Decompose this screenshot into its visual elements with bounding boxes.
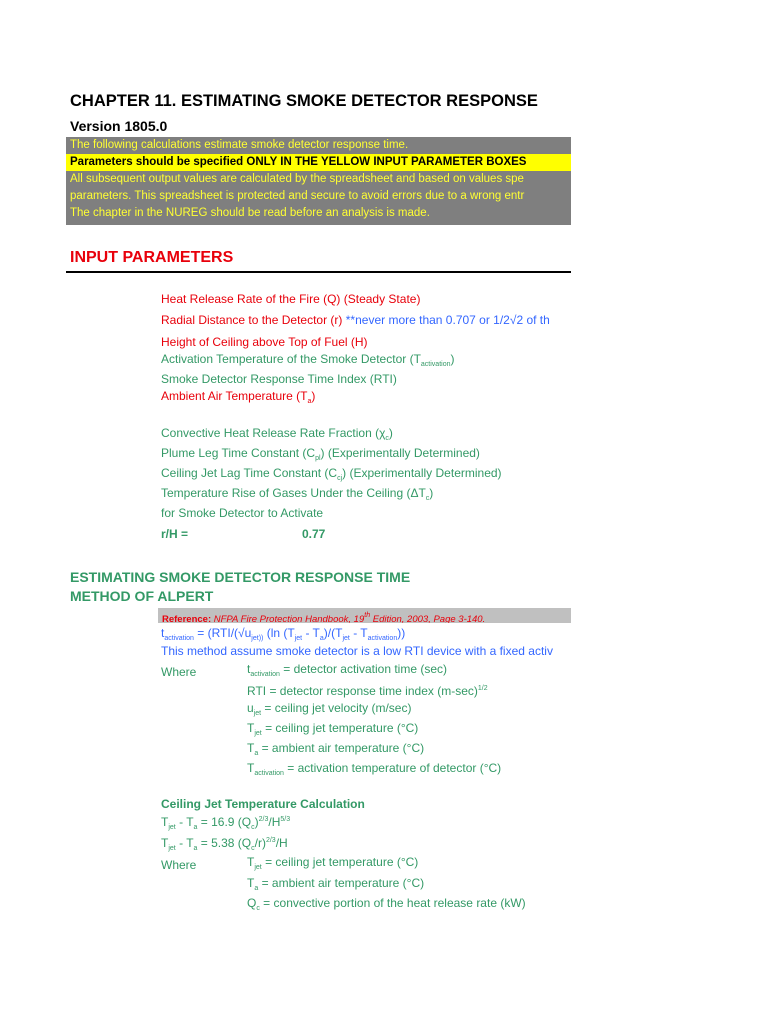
banner-line-5: The chapter in the NUREG should be read before an analysis is made. (66, 205, 571, 225)
banner-line-4: parameters. This spreadsheet is protected and secure to avoid errors due to a wrong entr (66, 188, 571, 205)
def-activation-time: $t_{activation}$ = detector activation time (sec) (247, 662, 447, 678)
input-parameters-heading: INPUT PARAMETERS (70, 249, 234, 266)
def-ujet: $u_{jet}$ = ceiling jet velocity (m/sec) (247, 701, 412, 717)
def-rti: RTI = detector response time index $(m-\sec)^{1/2}$ (247, 684, 488, 698)
def2-tjet: $T_{jet}$ = ceiling jet temperature (°C) (247, 855, 419, 871)
where-label: Where (161, 665, 197, 679)
radial-distance-row (161, 313, 573, 327)
ambient-temp-label: Ambient Air Temperature $(T_a)$ (161, 389, 316, 405)
rh-label: r/H = (161, 527, 189, 541)
radial-distance-note: **never more than 0.707 or 1/2√2 of th (345, 313, 550, 327)
radial-distance-label: Radial Distance to the Detector (r) (161, 313, 346, 327)
plume-leg-label: Plume Leg Time Constant $(C_{pl})$ (Experimentally Determined) (161, 446, 480, 462)
alpert-formula: $t_{activation} = (RTI/(√u_{jet))}$ (ln $(T_{jet} - T_a)/(T_{jet} - T_{activation})$) (161, 626, 406, 642)
temp-rise-label-line2: for Smoke Detector to Activate (161, 506, 324, 520)
ceiling-jet-heading: Ceiling Jet Temperature Calculation (161, 797, 365, 811)
def2-ta: $T_a$ = ambient air temperature (°C) (247, 876, 425, 892)
banner-line-2: Parameters should be specified ONLY IN THE YELLOW INPUT PARAMETER BOXES (66, 154, 571, 171)
banner-line-3: All subsequent output values are calculated by the spreadsheet and based on values spe (66, 171, 571, 188)
def2-qc: $Q_c$ = convective portion of the heat release rate (kW) (247, 896, 526, 912)
ceiling-jet-lag-label: Ceiling Jet Lag Time Constant $(C_{cj})$ (Experimentally Determined) (161, 466, 502, 482)
method-heading: ESTIMATING SMOKE DETECTOR RESPONSE TIME (70, 569, 411, 585)
ceiling-height-label: Height of Ceiling above Top of Fuel (H) (161, 335, 368, 349)
reference-bar: Reference: NFPA Fire Protection Handbook, 19th Edition, 2003, Page 3-140. (158, 608, 571, 623)
rh-value: 0.77 (302, 527, 326, 541)
def-ta: $T_a$ = ambient air temperature (°C) (247, 741, 425, 757)
where-label-2: Where (161, 858, 197, 872)
def-tjet: $T_{jet}$ = ceiling jet temperature (°C) (247, 721, 419, 737)
hrr-label: Heat Release Rate of the Fire (Q) (Steady State) (161, 292, 421, 306)
def-tactivation: $T_{activation}$ = activation temperature of detector (°C) (247, 761, 502, 777)
assumption-text: This method assume smoke detector is a low RTI device with a fixed activ (161, 644, 553, 658)
section-divider (66, 271, 571, 273)
chapter-title: CHAPTER 11. ESTIMATING SMOKE DETECTOR RESPONSE (70, 92, 538, 110)
activation-temp-label: Activation Temperature of the Smoke Detector $(T_{activation})$ (161, 352, 455, 368)
method-subheading: METHOD OF ALPERT (70, 588, 214, 604)
ceiling-jet-eq-1: $T_{jet} - T_a = 16.9$ $(Q_c)^{2/3}/H^{5/3}$ (161, 815, 291, 831)
temp-rise-label: Temperature Rise of Gases Under the Ceiling $(\Delta T_c)$ (161, 486, 434, 502)
ceiling-jet-eq-2: $T_{jet} - T_a = 5.38$ $(Q_c/r)^{2/3}/H$ (161, 836, 288, 852)
rti-label: Smoke Detector Response Time Index (RTI) (161, 372, 397, 386)
banner-line-1: The following calculations estimate smoke detector response time. (66, 137, 571, 154)
version-label: Version 1805.0 (70, 118, 168, 134)
convective-fraction-label: Convective Heat Release Rate Fraction $(\chi_c)$ (161, 426, 393, 442)
